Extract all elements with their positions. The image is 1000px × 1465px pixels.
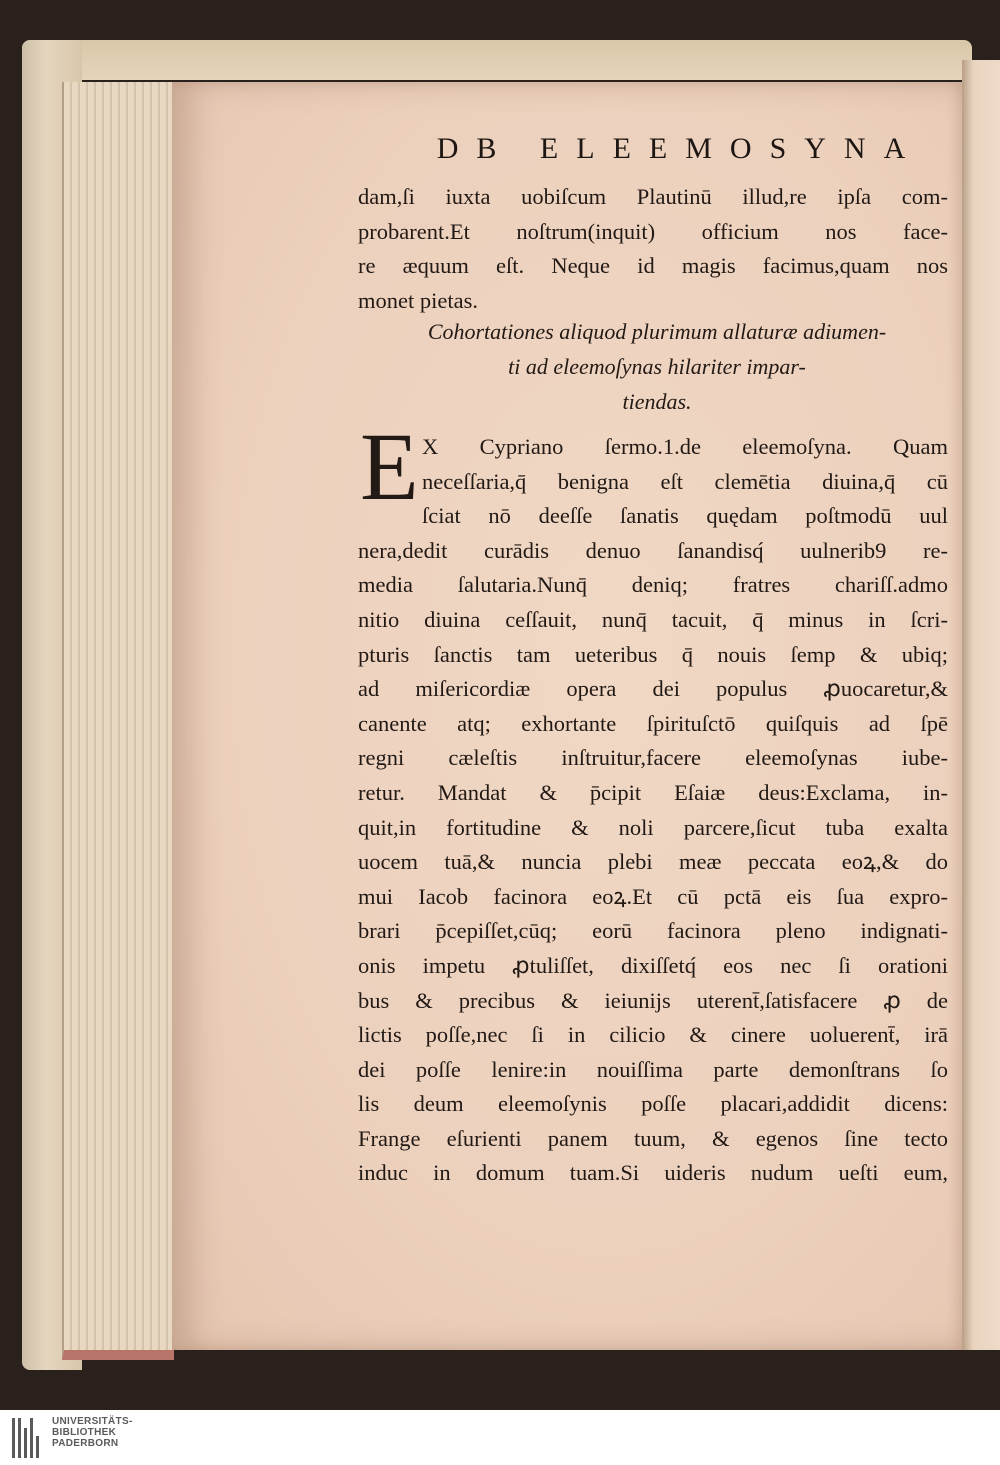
section-heading xyxy=(367,314,947,419)
text-line: pturis ſanctis tam ueteribus q̄ nouis ſemp & ubiq; xyxy=(358,641,948,667)
facing-page-edge xyxy=(962,60,1000,1350)
main-paragraph xyxy=(358,430,948,1191)
text-line: canente atq; exhortante ſpirituſctō quiſquis ad ſpē xyxy=(358,710,948,736)
text-line: monet pietas. xyxy=(358,287,478,313)
page-block-edge xyxy=(62,82,174,1360)
logo-line: PADERBORN xyxy=(52,1438,119,1449)
text-line: bus & precibus & ieiunijs uterent̄,ſatisfacere ꝓ de xyxy=(358,987,948,1013)
text-line: retur. Mandat & p̄cipit Eſaiæ deus:Exclama, in- xyxy=(358,779,948,805)
text-line: brari p̄cepiſſet,cūq; eorū facinora pleno indignati- xyxy=(358,918,948,944)
text-line: induc in domum tuam.Si uideris nudum ueſti eum, xyxy=(358,1160,948,1186)
text-line: nitio diuina ceſſauit, nunq̄ tacuit, q̄ minus in ſcri- xyxy=(358,606,948,632)
text-line: probarent.Et noſtrum(inquit) officium nos face- xyxy=(358,218,948,244)
logo-line: UNIVERSITÄTS- xyxy=(52,1416,133,1427)
text-line: quit,in fortitudine & noli parcere,ſicut tuba exalta xyxy=(358,814,948,840)
intro-paragraph xyxy=(358,180,948,318)
book-cover-top xyxy=(22,40,972,80)
logo-line: BIBLIOTHEK xyxy=(52,1427,117,1438)
text-line: regni cæleſtis inſtruitur,facere eleemoſynas iube- xyxy=(358,745,948,771)
text-line: uocem tuā,& nuncia plebi meæ peccata eoꝝ,& do xyxy=(358,849,948,875)
text-line: nera,dedit curādis denuo ſanandisq́ uulnerib9 re- xyxy=(358,537,948,563)
text-line: mui Iacob facinora eoꝝ.Et cū pctā eis ſua expro- xyxy=(358,883,948,909)
text-line: dam,ſi iuxta uobiſcum Plautinū illud,re ipſa com- xyxy=(358,184,948,209)
text-line: ſciat nō deeſſe ſanatis quędam poſtmodū uul xyxy=(422,503,948,529)
text-line: lictis poſſe,nec ſi in cilicio & cinere uoluerent̄, irā xyxy=(358,1022,948,1048)
heading-line: tiendas. xyxy=(622,389,692,414)
text-line: dei poſſe lenire:in nouiſſima parte demonſtrans ſo xyxy=(358,1056,948,1082)
text-line: X Cypriano ſermo.1.de eleemoſyna. Quam xyxy=(422,434,948,459)
text-line: re æquum eſt. Neque id magis facimus,quam nos xyxy=(358,253,948,279)
heading-line: ti ad eleemoſynas hilariter impar- xyxy=(508,354,806,379)
heading-line: Cohortationes aliquod plurimum allaturæ adiumen- xyxy=(427,319,887,344)
library-logo-icon xyxy=(12,1418,42,1458)
text-line: onis impetu ꝓtuliſſet, dixiſſetq́ eos nec ſi orationi xyxy=(358,952,948,978)
text-line: ad miſericordiæ opera dei populus ꝓuocaretur,& xyxy=(358,676,948,702)
library-logo-text xyxy=(52,1416,133,1449)
text-line: lis deum eleemoſynis poſſe placari,addidit dicens: xyxy=(358,1091,948,1117)
text-line: neceſſaria,q̄ benigna eſt clemētia diuina,q̄ cū xyxy=(422,468,948,494)
viewer-footer xyxy=(0,1410,1000,1465)
printed-page xyxy=(172,82,962,1350)
drop-cap-initial: E xyxy=(360,413,419,520)
text-line: media ſalutaria.Nunq̄ deniq; fratres chariſſ.admo xyxy=(358,572,948,598)
text-line: Frange eſurienti panem tuum, & egenos ſine tecto xyxy=(358,1125,948,1151)
running-head: DB ELEEMOSYNA xyxy=(436,132,924,165)
